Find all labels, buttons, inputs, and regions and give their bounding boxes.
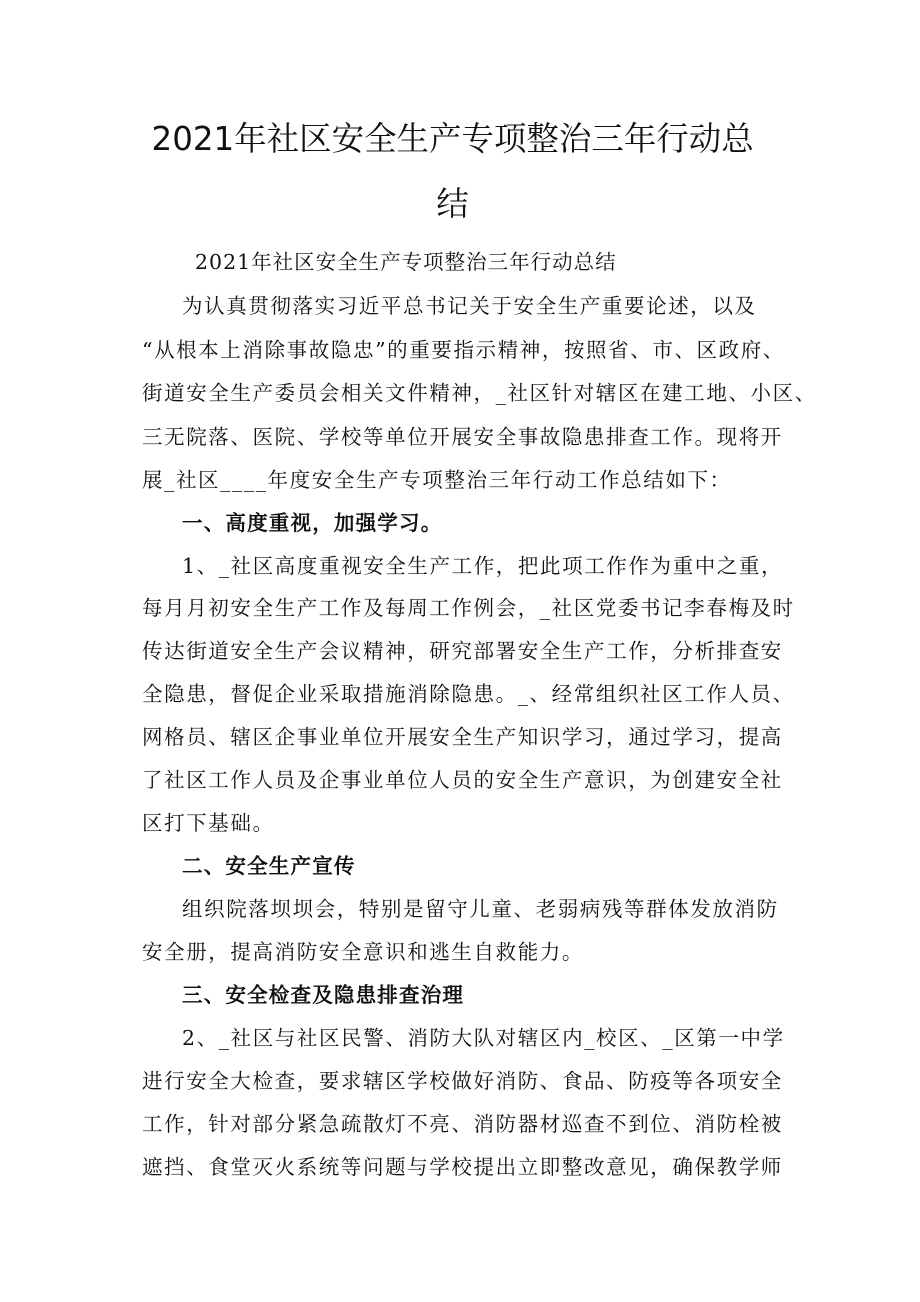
section-heading-2: 二、安全生产宣传 <box>182 854 356 878</box>
paragraph-line: 网格员、辖区企事业单位开展安全生产知识学习，通过学习，提高 <box>142 725 783 749</box>
paragraph-line: 全隐患，督促企业采取措施消除隐患。_、经常组织社区工作人员、 <box>142 682 795 706</box>
paragraph-line: 为认真贯彻落实习近平总书记关于安全生产重要论述，以及 <box>182 294 757 318</box>
paragraph-line: 组织院落坝坝会，特别是留守儿童、老弱病残等群体发放消防 <box>182 897 779 921</box>
paragraph-line: “从根本上消除事故隐忠”的重要指示精神，按照省、市、区政府、 <box>142 338 785 362</box>
section-heading-1: 一、高度重视，加强学习。 <box>182 511 443 535</box>
paragraph-line: 安全册，提高消防安全意识和逃生自救能力。 <box>142 940 584 964</box>
paragraph-line: 街道安全生产委员会相关文件精神，_社区针对辖区在建工地、小区、 <box>142 381 817 405</box>
document-subtitle: 2021年社区安全生产专项整治三年行动总结 <box>195 250 617 274</box>
document-title-line-2: 结 <box>436 184 469 223</box>
paragraph-line: 了社区工作人员及企事业单位人员的安全生产意识，为创建安全社 <box>142 768 783 792</box>
paragraph-line: 2、_社区与社区民警、消防大队对辖区内_校区、_区第一中学 <box>182 1026 785 1050</box>
paragraph-line: 遮挡、食堂灭火系统等问题与学校提出立即整改意见，确保教学师 <box>142 1155 783 1179</box>
paragraph-line: 每月月初安全生产工作及每周工作例会，_社区党委书记李春梅及时 <box>142 596 795 620</box>
paragraph-line: 进行安全大检查，要求辖区学校做好消防、食品、防疫等各项安全 <box>142 1069 783 1093</box>
section-heading-3: 三、安全检查及隐患排查治理 <box>182 983 465 1007</box>
paragraph-line: 工作，针对部分紧急疏散灯不亮、消防器材巡查不到位、消防栓被 <box>142 1112 783 1136</box>
paragraph-line: 传达街道安全生产会议精神，研究部署安全生产工作，分析排查安 <box>142 639 783 663</box>
document-title-line-1: 2021年社区安全生产专项整治三年行动总 <box>151 119 754 158</box>
paragraph-line: 展_社区____年度安全生产专项整治三年行动工作总结如下： <box>142 468 732 492</box>
paragraph-line: 区打下基础。 <box>142 811 275 835</box>
paragraph-line: 1、_社区高度重视安全生产工作，把此项工作作为重中之重， <box>182 554 784 578</box>
paragraph-line: 三无院落、医院、学校等单位开展安全事故隐患排查工作。现将开 <box>142 425 783 449</box>
